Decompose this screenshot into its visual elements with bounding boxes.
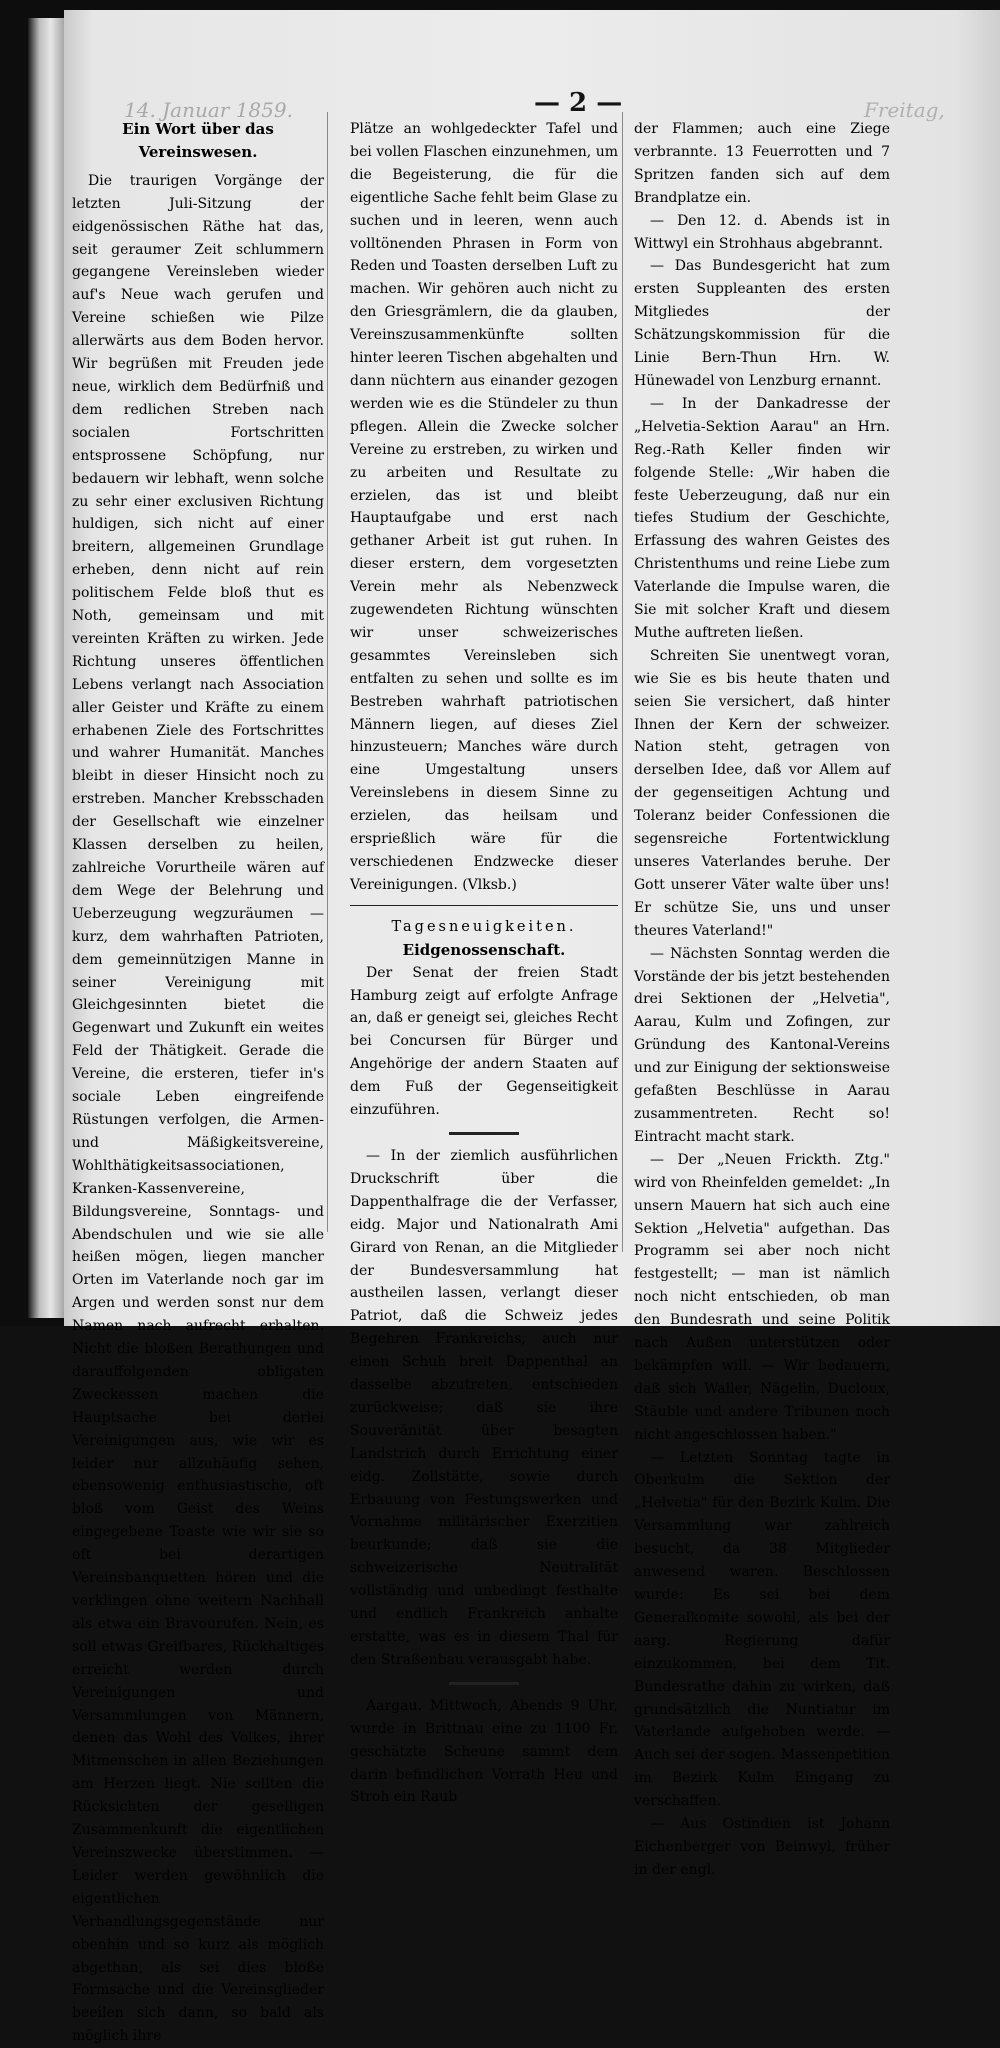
news-item: — Der „Neuen Frickth. Ztg." wird von Rheinfelden gemeldet: „In unsern Mauern hat sich auch eine Sektion „Helvetia" aufgethan. Das Programm sei aber noch nicht festgestellt; — man ist nämlich noch nicht entschieden, ob man den Bundesrath und seine Politik nach Außen unterstützen oder bekämpfen will. — Wir bedauern, daß sich Waller, Nägelin, Ducloux, Stäuble und andere Tribunen noch nicht angeschlossen haben." xyxy=(634,1151,890,1443)
news-item: Schreiten Sie unentwegt voran, wie Sie es bis heute thaten und seien Sie versichert, daß hinter Ihnen der Kern der schweizer. Nation steht, getragen von derselben Idee, daß vor Allem auf der gegenseitigen Achtung und Toleranz beider Confessionen die segensreiche Fortentwicklung unseres Vaterlandes beruhe. Der Gott unserer Väter walte über uns! Er schütze Sie, uns und unser theures Vaterland!" xyxy=(634,647,890,939)
right-margin xyxy=(958,10,1000,1326)
column-right xyxy=(634,118,890,1882)
page-number: — 2 — xyxy=(534,88,623,118)
article-body: Die traurigen Vorgänge der letzten Juli-Sitzung der eidgenössischen Räthe hat das, seit geraumer Zeit schlummern gegangene Vereinsleben wieder auf's Neue wach gerufen und Vereine schießen wie Pilze allerwärts aus dem Boden hervor. Wir begrüßen mit Freuden jede neue, wirklich dem Bedürfniß und dem redlichen Streben nach socialen Fortschritten entsprossene Schöpfung, nur bedauern wir lebhaft, wenn solche zu sehr einer exclusiven Richtung huldigen, sich nicht auf einer breitern, allgemeinen Grundlage erheben, denn nicht auf rein politischem Felde bloß thut es Noth, gemeinsam und mit vereinten Kräften zu wirken. Jede Richtung unseres öffentlichen Lebens verlangt nach Association aller Geister und Kräfte zu einem erhabenen Ziele des Fortschrittes und wahrer Humanität. Manches bleibt in dieser Hinsicht noch zu erstreben. Mancher Krebsschaden der Gesellschaft wie einzelner Klassen derselben zu heilen, zahlreiche Vorurtheile wären auf dem Wege der Belehrung und Ueberzeugung wegzuräumen — kurz, dem wahrhaften Patrioten, dem gemeinnützigen Manne in seiner Vereinigung mit Gleichgesinnten bietet die Gegenwart und Zukunft ein weites Feld der Thätigkeit. Gerade die Vereine, die ersteren, tiefer in's sociale Leben eingreifende Rüstungen verfolgen, die Armen- und Mäßigkeitsvereine, Wohlthätigkeitsassociationen, Kranken-Kassenvereine, Bildungsvereine, Sonntags- und Abendschulen und wie sie alle heißen mögen, liegen mancher Orten im Vaterlande noch gar im Argen und werden sonst nur dem Namen nach aufrecht erhalten. Nicht die bloßen Berathungen und darauffolgenden obligaten Zweckessen machen die Hauptsache bei derlei Vereinigungen aus, wie wir es leider nur allzuhäufig sehen, ebensowenig enthusiastische, oft bloß vom Geist des Weins eingegebene Toaste wie wir sie so oft bei derartigen Vereinsbanquetten hören und die verklingen ohne weitern Nachhall als etwa ein Bravourufen. Nein, es soll etwas Greifbares, Rückhaltiges erreicht werden durch Vereinigungen und Versammlungen von Männern, denen das Wohl des Volkes, ihrer Mitmenschen in allen Beziehungen am Herzen liegt. Nie sollten die Rücksichten der geselligen Zusammenkunft die eigentlichen Vereinszwecke überstimmen. — Leider werden gewöhnlich die eigentlichen Verhandlungsgegenstände nur obenhin und so kurz als möglich abgethan, als sei dies bloße Formsache und die Vereinsglieder beeilen sich dann, so bald als möglich ihre xyxy=(72,172,324,2045)
section-title: Tagesneuigkeiten. xyxy=(391,918,577,935)
binder-edge xyxy=(28,18,66,1318)
bleed-through-date: 14. Januar 1859. xyxy=(124,98,293,122)
news-item: — In der Dankadresse der „Helvetia-Sektion Aarau" an Hrn. Reg.-Rath Keller finden wir folgende Stelle: „Wir haben die feste Ueberzeugung, daß nur ein tiefes Studium der Geschichte, Erfassung des wahren Geistes des Christenthums und reine Liebe zum Vaterlande die Impulse waren, die Sie mit solcher Kraft und diesem Muthe auftreten ließen. xyxy=(634,395,890,641)
news-item-continued: der Flammen; auch eine Ziege verbrannte. 13 Feuerrotten und 7 Spritzen fanden sich auf dem Brandplatze ein. xyxy=(634,121,890,206)
short-divider xyxy=(449,1682,519,1685)
news-item: Aargau. Mittwoch, Abends 9 Uhr, wurde in Brittnau eine zu 1100 Fr. geschätzte Scheune sammt dem darin befindlichen Vorrath Heu und Stroh ein Raub xyxy=(350,1697,618,1806)
column-rule xyxy=(327,112,328,1232)
column-middle xyxy=(350,118,618,1809)
news-item: — Nächsten Sonntag werden die Vorstände der bis jetzt bestehenden drei Sektionen der „Helvetia", Aarau, Kulm und Zofingen, zur Gründung des Kantonal-Vereins und zur Einigung der sektionsweise gefaßten Beschlüsse in Aarau zusammentreten. Recht so! Eintracht macht stark. xyxy=(634,945,890,1145)
news-item: — Letzten Sonntag tagte in Oberkulm die Sektion der „Helvetia" für den Bezirk Kulm. Die Versammlung war zahlreich besucht, da 38 Mitglieder anwesend waren. Beschlossen wurde: Es sei bei dem Generalkomite sowohl, als bei der aarg. Regierung dafür einzukommen, bei dem Tit. Bundesrathe dahin zu wirken, daß grundsätzlich die Nuntiatur im Vaterlande aufgehoben werde. — Auch sei der sogen. Massenpetition im Bezirk Kulm Eingang zu verschaffen. xyxy=(634,1449,890,1810)
news-item: — In der ziemlich ausführlichen Druckschrift über die Dappenthalfrage die der Verfasser, eidg. Major und Nationalrath Ami Girard von Renan, an die Mitglieder der Bundesversammlung hat austheilen lassen, verlangt dieser Patriot, daß die Schweiz jedes Begehren Frankreichs, auch nur einen Schuh breit Dappenthal an dasselbe abzutreten, entschieden zurückweise; daß sie ihre Souveränität über besagten Landstrich durch Errichtung einer eidg. Zollstätte, sowie durch Erbauung von Festungswerken und Vornahme militärischer Exerzitien beurkunde; daß sie die schweizerische Neutralität vollständig und unbedingt festhalte und endlich Frankreich anhalte erstatte, was es in diesem Thal für den Straßenbau verausgabt habe. xyxy=(350,1147,618,1668)
article-heading: Ein Wort über das Vereinswesen. xyxy=(122,120,274,161)
section-divider xyxy=(350,905,618,906)
column-rule xyxy=(622,112,623,1252)
bleed-through-weekday: Freitag, xyxy=(864,98,945,122)
subsection-title: Eidgenossenschaft. xyxy=(402,940,566,959)
short-divider xyxy=(449,1132,519,1135)
news-item: — Den 12. d. Abends ist in Wittwyl ein Strohhaus abgebrannt. xyxy=(634,212,890,252)
article-body-continued: Plätze an wohlgedeckter Tafel und bei vollen Flaschen einzunehmen, um die Begeisterung, die für die eigentliche Sache fehlt beim Glase zu suchen und in leeren, wenn auch volltönenden Phrasen in Form von Reden und Toasten derselben Luft zu machen. Wir gehören auch nicht zu den Griesgrämlern, die da glauben, Vereinszusammenkünfte sollten hinter leeren Tischen abgehalten und dann nüchtern aus einander gezogen werden wie es die Stündeler zu thun pflegen. Allein die Zwecke solcher Vereine zu erstreben, zu wirken und zu arbeiten und Resultate zu erzielen, das ist und bleibt Hauptaufgabe und erst nach gethaner Arbeit ist gut ruhen. In dieser erstern, dem vorgesetzten Verein mehr als Nebenzweck zugewendeten Richtung wünschten wir unser schweizerisches gesammtes Vereinsleben sich entfalten zu sehen und sollte es im Bestreben wahrhaft patriotischen Männern liegen, auf dieses Ziel hinzusteuern; Manches wäre durch eine Umgestaltung unsers Vereinslebens in diesem Sinne zu erzielen, das heilsam und ersprießlich wäre für die verschiedenen Endzwecke dieser Vereinigungen. (Vlksb.) xyxy=(350,121,618,893)
news-item: Der Senat der freien Stadt Hamburg zeigt auf erfolgte Anfrage an, daß er geneigt sei, gleiches Recht bei Concursen für Bürger und Angehörige der andern Staaten auf dem Fuß der Gegenseitigkeit einzuführen. xyxy=(350,964,619,1119)
news-item: — Das Bundesgericht hat zum ersten Suppleanten des ersten Mitgliedes der Schätzungskommission für die Linie Bern-Thun Hrn. W. Hünewadel von Lenzburg ernannt. xyxy=(634,258,890,389)
news-item: — Aus Ostindien ist Johann Eichenberger von Beinwyl, früher in der engl. xyxy=(634,1816,890,1878)
column-left xyxy=(72,118,324,2048)
